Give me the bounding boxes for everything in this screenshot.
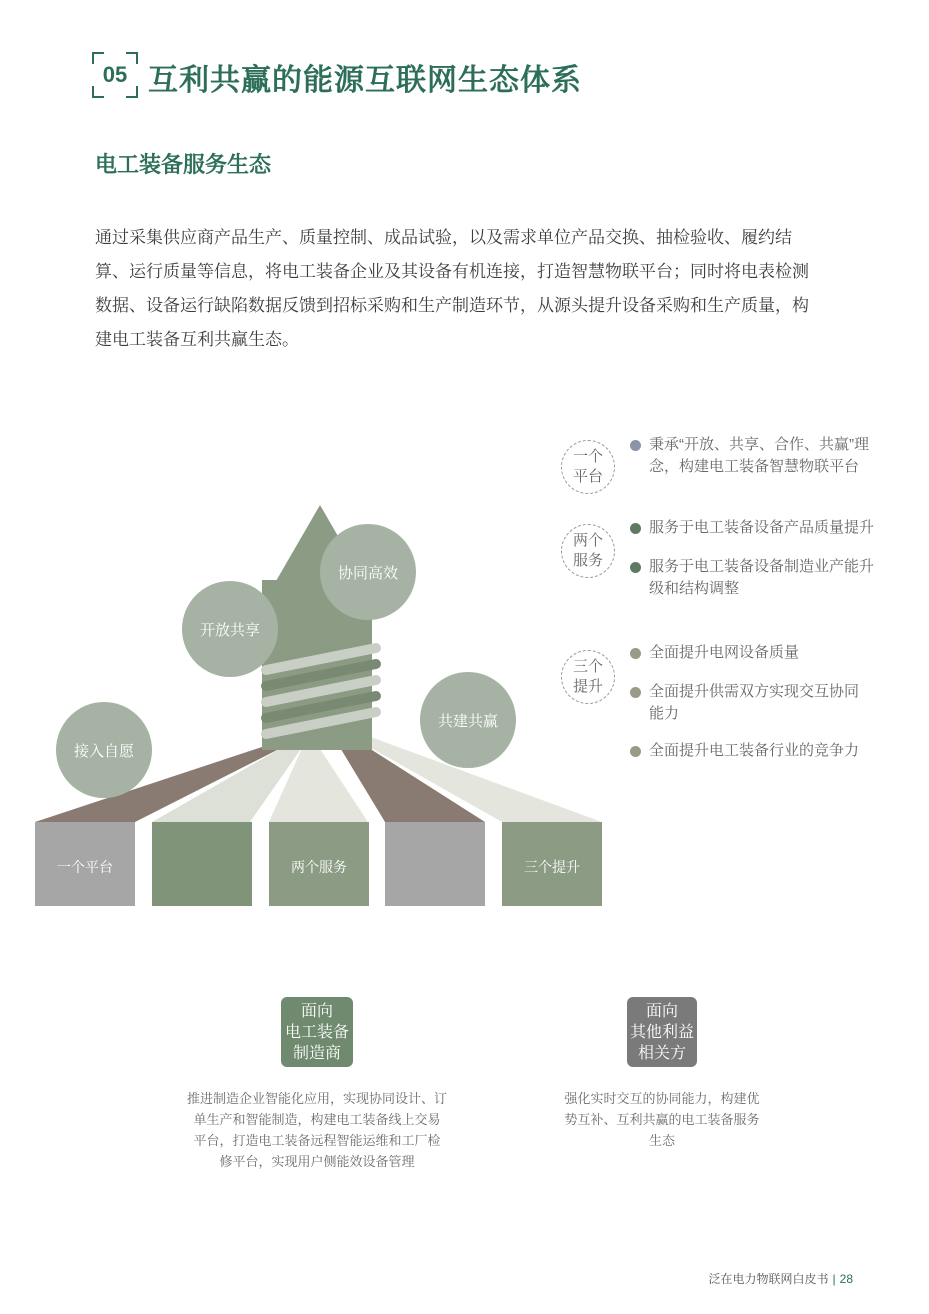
desc-line: 生态 (648, 1133, 675, 1148)
intro-line: 算、运行质量等信息，将电工装备企业及其设备有机连接，打造智慧物联平台；同时将电表检测 (95, 262, 809, 281)
bullet-text: 全面提升电网设备质量 (649, 644, 800, 661)
bullet-dot (630, 440, 641, 451)
circle-text: 三个 (572, 658, 603, 675)
desc-line: 推进制造企业智能化应用，实现协同设计、订 (186, 1091, 447, 1106)
list-item (630, 740, 900, 762)
tag-text: 相关方 (637, 1044, 686, 1062)
intro-line: 建电工装备互利共赢生态。 (95, 330, 299, 349)
tag-manufacturers (281, 997, 353, 1067)
box-label: 三个提升 (524, 859, 580, 875)
section-title: 电工装备服务生态 (95, 152, 272, 177)
bullet-text: 念，构建电工装备智慧物联平台 (649, 458, 860, 475)
list-item (630, 434, 900, 478)
circle-text: 提升 (572, 678, 603, 695)
bubble-label: 开放共享 (199, 622, 261, 639)
intro-line: 数据、设备运行缺陷数据反馈到招标采购和生产制造环节，从源头提升设备采购和生产质量，构 (95, 296, 809, 315)
box-label: 两个服务 (291, 859, 347, 875)
bullet-dot (630, 562, 641, 573)
section-number: 05 (102, 62, 128, 87)
bullet-text: 服务于电工装备设备产品质量提升 (649, 519, 875, 536)
circle-text: 服务 (572, 552, 603, 569)
box-green (152, 822, 252, 906)
bullet-text: 能力 (649, 705, 680, 722)
footer-doc-title: 泛在电力物联网白皮书 (708, 1272, 829, 1286)
footer-separator: | (832, 1272, 836, 1286)
desc-line: 强化实时交互的协同能力，构建优 (564, 1091, 760, 1106)
intro-paragraph (95, 221, 855, 357)
desc-line: 单生产和智能制造，构建电工装备线上交易 (193, 1112, 441, 1127)
list-item (630, 681, 900, 725)
tag-text: 面向 (645, 1002, 678, 1020)
desc-stakeholders (532, 1088, 792, 1151)
group-circle-upgrades (561, 650, 615, 704)
desc-line: 势互补、互利共赢的电工装备服务 (564, 1112, 760, 1127)
box-label: 一个平台 (57, 859, 113, 875)
bubble-label: 共建共赢 (437, 713, 499, 730)
bullet-dot (630, 523, 641, 534)
list-item (630, 642, 900, 664)
box-grey (385, 822, 485, 906)
bullet-dot (630, 687, 641, 698)
bullet-text: 级和结构调整 (649, 580, 740, 597)
bullet-dot (630, 648, 641, 659)
tag-text: 电工装备 (284, 1023, 349, 1041)
intro-line: 通过采集供应商产品生产、质量控制、成品试验，以及需求单位产品交换、抽检验收、履约结 (95, 228, 792, 247)
bubble-label: 协同高效 (337, 565, 399, 582)
tag-text: 面向 (300, 1002, 333, 1020)
bubble-label: 接入自愿 (73, 743, 135, 760)
footer (709, 1270, 854, 1287)
page-number: 28 (839, 1272, 853, 1286)
bullet-dot (630, 746, 641, 757)
desc-line: 平台，打造电工装备远程智能运维和工厂检 (193, 1133, 441, 1148)
section-number-box (92, 52, 138, 98)
circle-text: 平台 (572, 468, 603, 485)
bullet-text: 全面提升供需双方实现交互协同 (649, 683, 860, 700)
group-circle-platform (561, 440, 615, 494)
list-item (630, 556, 900, 600)
desc-line: 修平台，实现用户侧能效设备管理 (219, 1154, 415, 1169)
list-item (630, 517, 900, 539)
tag-text: 制造商 (292, 1044, 341, 1062)
bullet-text: 秉承“开放、共享、合作、共赢”理 (649, 436, 869, 453)
desc-manufacturers (157, 1088, 477, 1172)
group-circle-services (561, 524, 615, 578)
circle-text: 一个 (572, 448, 603, 465)
page-title: 互利共赢的能源互联网生态体系 (148, 64, 582, 97)
tag-stakeholders (627, 997, 697, 1067)
bullet-text: 全面提升电工装备行业的竞争力 (649, 742, 860, 759)
bullet-text: 服务于电工装备设备制造业产能升 (649, 558, 875, 575)
tag-text: 其他利益 (629, 1023, 694, 1041)
circle-text: 两个 (572, 532, 603, 549)
